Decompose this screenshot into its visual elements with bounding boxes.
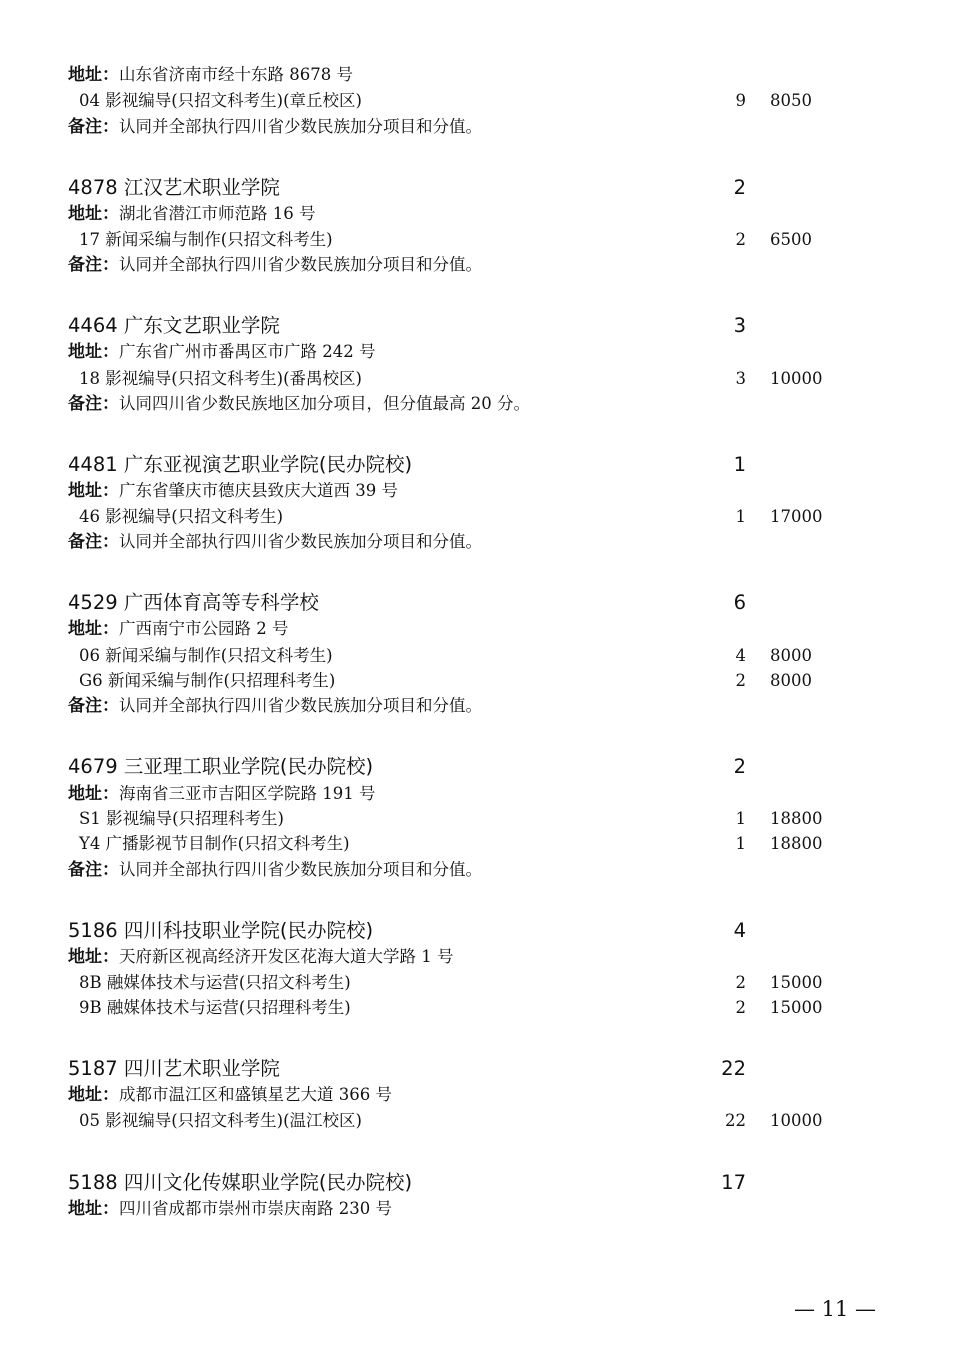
program-name: 融媒体技术与运营(只招理科考生) [106,998,351,1017]
page-number: — 11 — [793,1297,877,1321]
school-code: 4529 [68,591,118,614]
school-name: 三亚理工职业学院(民办院校) [123,755,374,778]
note-text: 认同并全部执行四川省少数民族加分项目和分值。 [119,860,482,879]
program-row [0,995,957,1021]
program-row [0,1108,957,1134]
note-label: 备注： [68,255,119,275]
program-fee: 6500 [770,230,812,249]
address-line [0,944,957,970]
address-text: 广东省肇庆市德庆县致庆大道西 39 号 [119,481,398,500]
program-name: 广播影视节目制作(只招文科考生) [105,834,350,853]
program-code: 8B [79,973,102,992]
program-code: 05 [79,1111,100,1130]
school-total: 3 [733,314,746,337]
program-name: 影视编导(只招文科考生)(温江校区) [105,1111,362,1130]
school-total: 6 [733,591,746,614]
address-text: 广东省广州市番禺区市广路 242 号 [119,342,376,361]
program-code: 06 [79,646,100,665]
program-count: 2 [735,998,746,1017]
school-title [0,1056,957,1082]
program-fee: 8000 [770,646,812,665]
address-line [0,781,957,807]
program-name: 影视编导(只招文科考生) [105,507,284,526]
program-count: 1 [735,507,746,526]
address-line [0,1196,957,1222]
program-row [0,88,957,114]
address-label: 地址： [68,65,119,85]
program-fee: 15000 [770,973,823,992]
school-title [0,313,957,339]
program-fee: 18800 [770,834,823,853]
school-code: 4878 [68,176,118,199]
program-count: 1 [735,809,746,828]
address-text: 四川省成都市崇州市崇庆南路 230 号 [119,1199,392,1218]
program-row [0,806,957,832]
program-count: 1 [735,834,746,853]
school-name: 广西体育高等专科学校 [123,591,319,614]
address-line [0,339,957,365]
program-count: 22 [725,1111,746,1130]
school-title [0,590,957,616]
address-text: 天府新区视高经济开发区花海大道大学路 1 号 [119,947,454,966]
program-code: 46 [79,507,100,526]
program-fee: 10000 [770,369,823,388]
program-name: 影视编导(只招理科考生) [106,809,284,828]
program-row [0,970,957,996]
program-code: S1 [79,809,101,828]
school-total: 4 [733,919,746,942]
address-text: 海南省三亚市吉阳区学院路 191 号 [119,784,376,803]
program-name: 融媒体技术与运营(只招文科考生) [106,973,351,992]
note-text: 认同并全部执行四川省少数民族加分项目和分值。 [119,117,482,136]
address-line [0,201,957,227]
note-line [0,857,957,883]
note-label: 备注： [68,532,119,552]
school-title [0,452,957,478]
program-row [0,366,957,392]
program-fee: 8000 [770,671,812,690]
program-count: 3 [735,369,746,388]
program-fee: 18800 [770,809,823,828]
address-text: 山东省济南市经十东路 8678 号 [119,65,353,84]
school-name: 江汉艺术职业学院 [123,176,280,199]
school-title [0,754,957,780]
school-code: 5187 [68,1057,118,1080]
address-label: 地址： [68,1199,119,1219]
note-line [0,529,957,555]
school-total: 1 [733,453,746,476]
note-line [0,114,957,140]
program-count: 2 [735,973,746,992]
program-count: 2 [735,671,746,690]
program-name: 新闻采编与制作(只招理科考生) [107,671,336,690]
program-row [0,831,957,857]
address-label: 地址： [68,784,119,804]
address-label: 地址： [68,947,119,967]
school-name: 广东亚视演艺职业学院(民办院校) [123,453,413,476]
address-label: 地址： [68,342,119,362]
program-code: Y4 [79,834,101,853]
program-row [0,227,957,253]
school-total: 22 [721,1057,746,1080]
school-name: 四川艺术职业学院 [123,1057,280,1080]
program-code: 04 [79,91,100,110]
program-name: 新闻采编与制作(只招文科考生) [105,646,333,665]
note-text: 认同并全部执行四川省少数民族加分项目和分值。 [119,696,482,715]
school-title [0,918,957,944]
program-fee: 10000 [770,1111,823,1130]
program-row [0,668,957,694]
school-code: 5186 [68,919,118,942]
program-code: 18 [79,369,100,388]
program-name: 新闻采编与制作(只招文科考生) [105,230,333,249]
address-line [0,1082,957,1108]
school-total: 17 [721,1171,746,1194]
school-code: 4464 [68,314,118,337]
program-count: 9 [735,91,746,110]
school-code: 4481 [68,453,118,476]
program-code: 17 [79,230,100,249]
program-count: 4 [735,646,746,665]
address-line [0,478,957,504]
program-count: 2 [735,230,746,249]
school-total: 2 [733,755,746,778]
note-label: 备注： [68,394,119,414]
note-label: 备注： [68,860,119,880]
school-code: 4679 [68,755,118,778]
address-label: 地址： [68,1085,119,1105]
program-fee: 17000 [770,507,823,526]
school-name: 广东文艺职业学院 [123,314,280,337]
program-code: G6 [79,671,103,690]
note-line [0,252,957,278]
address-line [0,62,957,88]
note-text: 认同四川省少数民族地区加分项目，但分值最高 20 分。 [119,394,530,413]
program-fee: 15000 [770,998,823,1017]
note-label: 备注： [68,696,119,716]
program-row [0,643,957,669]
address-label: 地址： [68,619,119,639]
address-text: 湖北省潜江市师范路 16 号 [119,204,316,223]
note-text: 认同并全部执行四川省少数民族加分项目和分值。 [119,532,482,551]
school-name: 四川科技职业学院(民办院校) [123,919,374,942]
school-name: 四川文化传媒职业学院(民办院校) [123,1171,413,1194]
school-code: 5188 [68,1171,118,1194]
address-text: 成都市温江区和盛镇星艺大道 366 号 [119,1085,392,1104]
school-title [0,175,957,201]
program-fee: 8050 [770,91,812,110]
program-name: 影视编导(只招文科考生)(章丘校区) [105,91,362,110]
address-label: 地址： [68,481,119,501]
note-line [0,391,957,417]
note-line [0,693,957,719]
program-code: 9B [79,998,102,1017]
program-row [0,504,957,530]
school-title [0,1170,957,1196]
school-total: 2 [733,176,746,199]
note-text: 认同并全部执行四川省少数民族加分项目和分值。 [119,255,482,274]
note-label: 备注： [68,117,119,137]
program-name: 影视编导(只招文科考生)(番禺校区) [105,369,362,388]
address-label: 地址： [68,204,119,224]
address-line [0,616,957,642]
address-text: 广西南宁市公园路 2 号 [119,619,289,638]
